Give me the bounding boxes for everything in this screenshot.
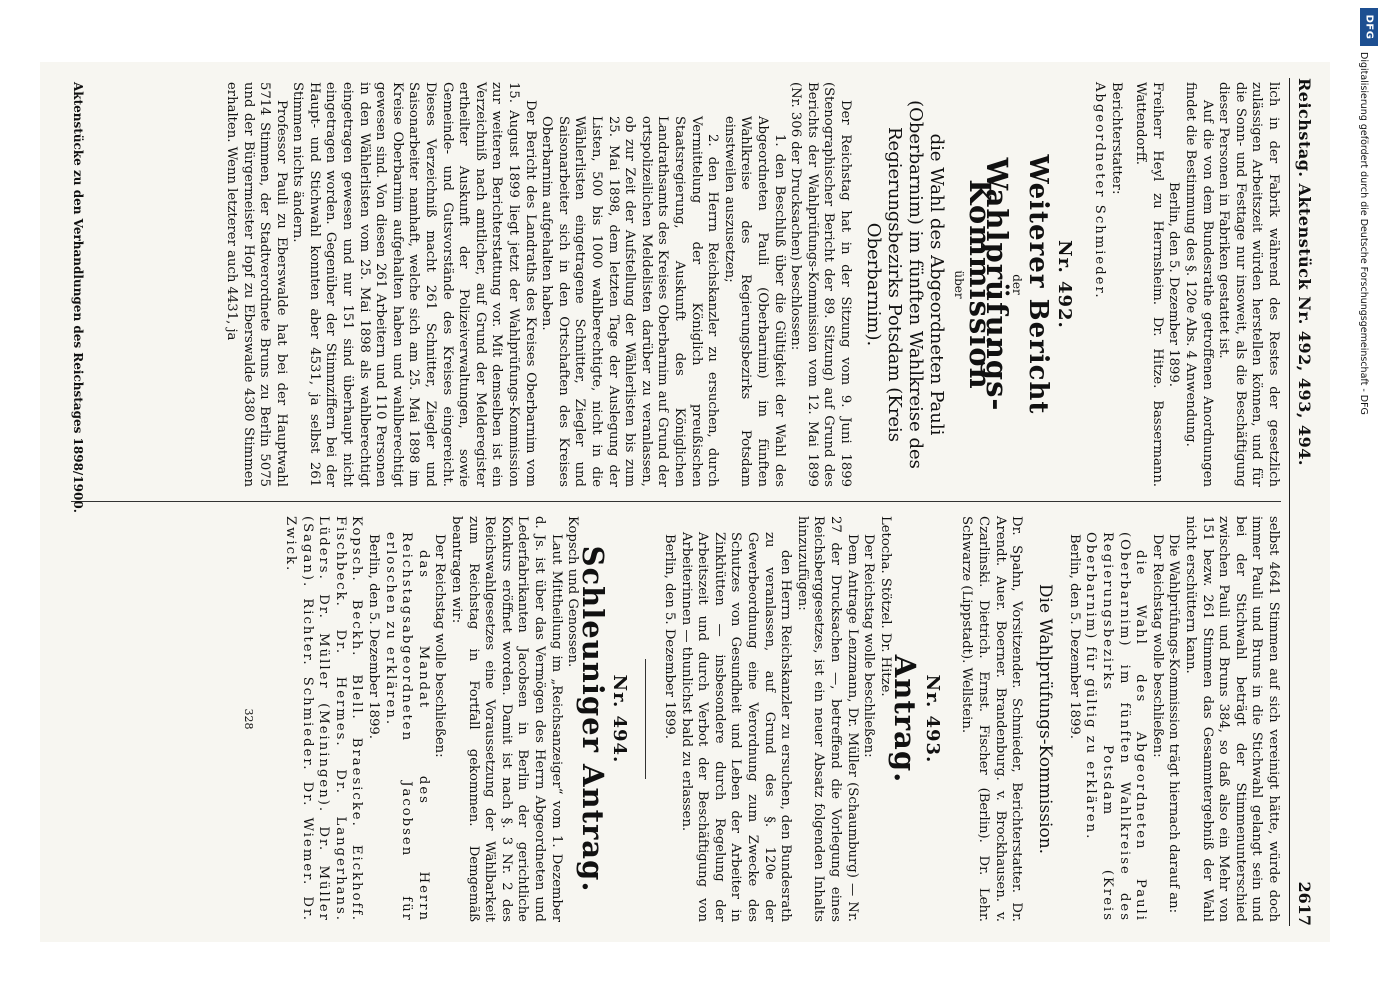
- report-para-2: Der Bericht des Landraths des Kreises Oberbarnim vom 15. August 1899 liegt jetzt der Wahlprüfungs-Kommission zur weiteren Berichterstattung vor. Mit demselben ist ein Verzeichniß nach amtlicher, auf Grund der Melderegister ertheilter Auskunft der Polizeiverwaltungen, sowie Gemeinde- und Gutsvorstände des Kreises eingereicht. Dieses Verzeichniß macht 261 Schnitter, Ziegler und Saisonarbeiter namhaft, welche sich am 25. Mai 1898 im Kreise Oberbarnim aufgehalten haben und wahlberechtigt gewesen sind. Von diesen 261 Arbeitern und 110 Personen in den Wählerlisten vom 25. Mai 1898 als wahlberechtigt eingetragen gewesen und nur 151 sind überhaupt nicht eingetragen worden. Gegenüber der Stimmziffern bei der Haupt- und Stichwahl konnten aber 4531, ja selbst 261 Stimmen nichts ändern.: [290, 82, 538, 487]
- nr-494: Nr. 494.: [609, 674, 631, 764]
- title-der: der: [1010, 274, 1025, 295]
- antrag-text-2: den Herrn Reichskanzler zu ersuchen, den Bundesrath zu veranlassen, auf Grund des §. 120e der Gewerbeordnung eine Verordnung zum Zwecke des Schutzes von Gesundheit und Leben der Arbeiter in Zinkhütten — insbesondere durch Regelung der Arbeitszeit und durch Verbot der Beschäftigung von Arbeiterinnen — thunlichst bald zu erlassen.: [678, 532, 794, 922]
- commission-title: Die Wahlprüfungs-Kommission.: [1035, 583, 1056, 855]
- antrag-text-1: Dem Antrage Lenzmann, Dr. Müller (Schaumburg) — Nr. 27 der Drucksachen —, betreffend die Vorlegung eines Reichsberggesetzes, ist ein neuer Absatz folgenden Inhalts hinzuzufügen:: [794, 516, 860, 922]
- date-3: Berlin, den 5. Dezember 1899.: [366, 534, 382, 739]
- title-weiterer-bericht: Weiterer Bericht: [1022, 154, 1053, 415]
- right-intro: selbst 4641 Stimmen auf sich vereinigt hätte, würde doch immer Pauli und Bruns in die Stichwahl gelangt sein und bei der Stichwahl beträgt der Stimmenunterschied zwischen Pauli und Bruns 384, so daß also ein Mehr von 151 bezw. 261 Stimmen das Gesammtergebniß der Wahl nicht erschüttern kann.: [1183, 516, 1281, 922]
- report-subject: die Wahl des Abgeordneten Pauli (Oberbarnim) im fünften Wahlkreise des Regierungsbezirks Potsdam (Kreis Oberbarnim).: [862, 100, 947, 469]
- left-date: Berlin, den 5. Dezember 1899.: [1166, 182, 1182, 387]
- reporter-label: Berichterstatter:: [1108, 82, 1124, 195]
- left-column: [70, 78, 1281, 513]
- nr-493: Nr. 493.: [921, 674, 943, 764]
- left-intro-1: lich in der Fabrik während des Restes der gesetzlich zulässigen Arbeitszeit würden herstellen können, und für die Sonn- und Festtage nur insoweit, als die Beschäftigung dieser Personen in Fabriken gestattet ist.: [1216, 82, 1281, 487]
- document-page: [40, 62, 1330, 942]
- report-item-2: 2. den Herrn Reichskanzler zu ersuchen, durch Vermittelung der Königlich preußischen Staatsregierung, Auskunft des Königlichen Landrathsamts des Kreises Oberbarnim auf Grund der ortspolizeilichen Meldelisten darüber zu veranlassen, ob zur Zeit der Aufstellung der Wählerlisten bis zum 25. Mai 1898, dem letzten Tage der Auslegung der Listen, 500 bis 1000 wahlberechtigte, nicht in die Wählerlisten eingetragene Schnitter, Ziegler und Saisonarbeiter sich in den Ortschaften des Kreises Oberbarnim aufgehalten haben.: [539, 116, 721, 487]
- schl-signers: Kopsch und Genossen.: [565, 516, 581, 668]
- commission-members: Dr. Spahn, Vorsitzender. Schmieder, Berichterstatter. Dr. Arendt. Auer. Boerner. Brandenburg. v. Brockhausen. v. Czarlinski. Dietrich. Ernst. Fischer (Berlin). Dr. Lehr. Schwarze (Lippstadt). Wellstein.: [959, 516, 1025, 922]
- left-intro-2: Auf die von dem Bundesrathe getroffenen Anordnungen findet die Bestimmung des §. 120e Abs. 4 Anwendung.: [1183, 82, 1215, 487]
- page-footer-note: Aktenstücke zu den Verhandlungen des Reichstages 1898/1900.: [70, 82, 85, 513]
- date-2: Berlin, den 5. Dezember 1899.: [662, 534, 677, 739]
- schl-text-1: Laut Mittheilung im „Reichsanzeiger“ vom 1. Dezember d. Js. ist über das Vermögen des Herrn Abgeordneten und Lederfabrikanten Jacobsen in Berlin der gerichtliche Konkurs eröffnet worden. Damit ist nach §. 3 Nr. 2 des Reichswahlgesetzes eine Voraussetzung der Wählbarkeit zum Reichstag in Fortfall gekommen. Demgemäß beantragen wir:: [449, 516, 564, 922]
- schl-sub: Der Reichstag wolle beschließen:: [432, 534, 448, 758]
- header-title: Reichstag. Aktenstück Nr. 492, 493, 494.: [1295, 78, 1315, 466]
- report-para-3: Professor Pauli zu Eberswalde hat bei der Hauptwahl 5714 Stimmen, der Stadtverordnete Bruns zu Berlin 5075 und der Bürgermeister Hopf zu Eberswalde 4380 Stimmen erhalten. Wenn letzterer auch 4431, ja: [223, 82, 289, 487]
- dfg-watermark: [1358, 8, 1380, 998]
- motion-intro: Die Wahlprüfungs-Kommission trägt hiernach darauf an:: [1166, 534, 1182, 914]
- two-column-body: [71, 78, 1281, 926]
- motion-text: die Wahl des Abgeordneten Pauli (Oberbarnim) im fünften Wahlkreise des Regierungsbezirks Potsdam (Kreis Oberbarnim) für gültig zu erklären.: [1083, 532, 1149, 922]
- antrag-signers: Letocha. Stötzel. Dr. Hitze.: [877, 516, 893, 697]
- motion-sub: Der Reichstag wolle beschließen:: [1149, 534, 1165, 758]
- report-para-1: Der Reichstag hat in der Sitzung vom 9. Juni 1899 (Stenographischer Bericht der 89. Sitzung) auf Grund des Berichts der Wahlprüfungs-Kommission vom 12. Mai 1899 (Nr. 306 der Drucksachen) beschlossen:: [788, 82, 853, 487]
- page-number-top: 2617: [1295, 881, 1315, 926]
- antrag-sub: Der Reichstag wolle beschließen:: [861, 534, 877, 758]
- page-header: [1289, 78, 1320, 926]
- dfg-logo-text: DFG: [1363, 14, 1375, 40]
- antrag-title: Antrag.: [888, 654, 923, 784]
- page-number-bottom: 328: [241, 708, 255, 730]
- title-ueber: über: [952, 270, 967, 299]
- schl-members: Kopsch. Beckh. Blell. Braesicke. Eickhoff. Fischbeck. Dr. Hermes. Dr. Langerhans. Lüders. Dr. Müller (Meiningen). Dr. Müller (Sagan). Richter. Schmieder. Dr. Wiemer. Dr. Zwick.: [283, 516, 365, 922]
- reporter-name: Abgeordneter Schmieder.: [1092, 82, 1108, 300]
- nr-492: Nr. 492.: [1054, 240, 1076, 329]
- report-item-1: 1. den Beschluß über die Gültigkeit der Wahl des Abgeordneten Pauli (Oberbarnim) im fünften Wahlkreise des Regierungsbezirks Potsdam einstweilen auszusetzen;: [721, 116, 787, 487]
- right-column: [71, 502, 1281, 926]
- schleuniger-title: Schleuniger Antrag.: [575, 545, 610, 893]
- section-divider: [645, 659, 646, 779]
- title-commission: Wahlprüfungs-Kommission: [963, 157, 1014, 412]
- dfg-watermark-text: Digitalisierung gefördert durch die Deutsche Forschungsgemeinschaft - DFG: [1358, 52, 1369, 415]
- left-signers: Freiherr Heyl zu Herrnsheim. Dr. Hitze. Bassermann. Wattendorff.: [1133, 82, 1165, 487]
- dfg-logo-icon: [1360, 8, 1378, 46]
- date-1: Berlin, den 5. Dezember 1899.: [1066, 534, 1082, 739]
- schl-text-2: das Mandat des Herrn Reichstagsabgeordneten Jacobsen für erloschen zu erklären.: [382, 532, 431, 922]
